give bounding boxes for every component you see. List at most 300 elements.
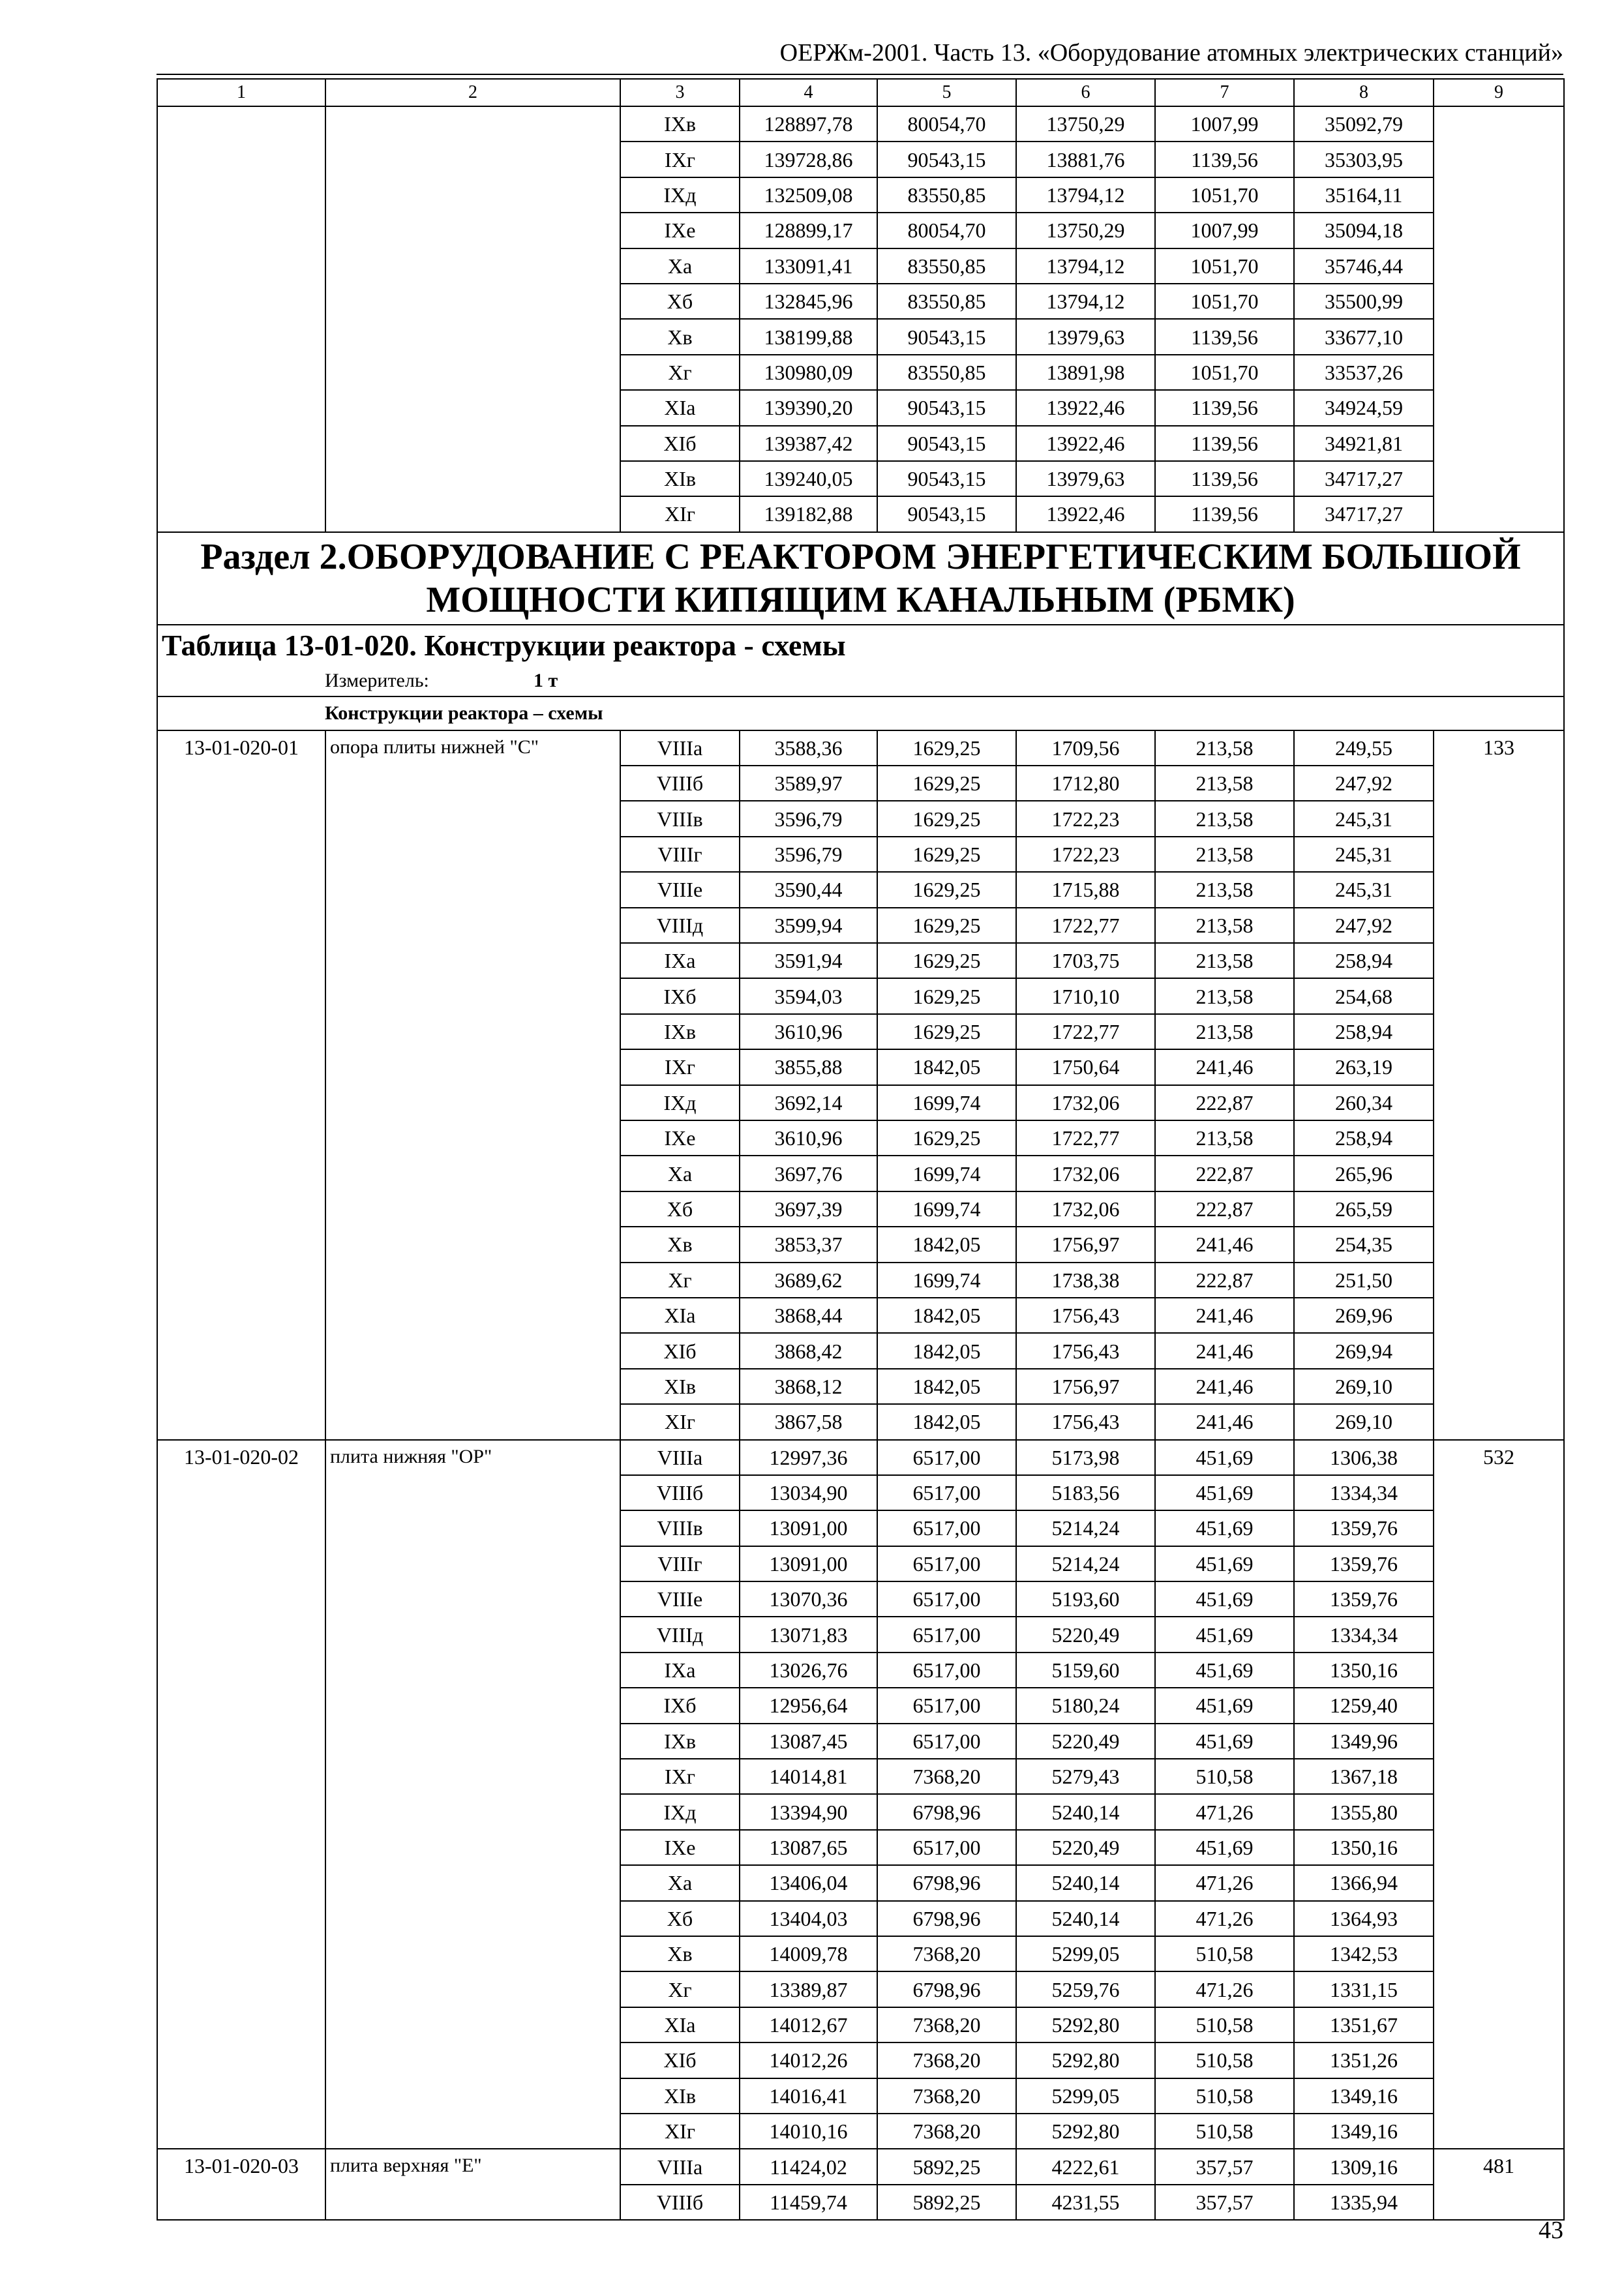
value-cell: 213,58	[1155, 978, 1294, 1013]
zone-cell: XIв	[620, 461, 740, 496]
value-cell: 13394,90	[740, 1794, 877, 1829]
value-cell: 1331,15	[1294, 1971, 1434, 2007]
value-cell: 213,58	[1155, 872, 1294, 907]
value-cell: 34717,27	[1294, 461, 1434, 496]
col9-cell	[1434, 106, 1564, 532]
value-cell: 5240,14	[1016, 1794, 1155, 1829]
value-cell: 1139,56	[1155, 496, 1294, 531]
value-cell: 14012,67	[740, 2007, 877, 2042]
zone-cell: VIIIб	[620, 1475, 740, 1510]
value-cell: 1139,56	[1155, 319, 1294, 354]
value-cell: 7368,20	[877, 1759, 1016, 1794]
value-cell: 213,58	[1155, 1014, 1294, 1049]
value-cell: 451,69	[1155, 1475, 1294, 1510]
value-cell: 213,58	[1155, 801, 1294, 836]
value-cell: 35094,18	[1294, 213, 1434, 248]
value-cell: 5240,14	[1016, 1865, 1155, 1900]
value-cell: 258,94	[1294, 1014, 1434, 1049]
zone-cell: VIIIд	[620, 908, 740, 943]
zone-cell: IXб	[620, 978, 740, 1013]
value-cell: 260,34	[1294, 1085, 1434, 1120]
value-cell: 1349,96	[1294, 1724, 1434, 1759]
item-col9: 532	[1434, 1440, 1564, 2149]
value-cell: 269,10	[1294, 1369, 1434, 1404]
zone-cell: IXг	[620, 1049, 740, 1085]
value-cell: 1699,74	[877, 1156, 1016, 1191]
value-cell: 258,94	[1294, 1120, 1434, 1156]
value-cell: 7368,20	[877, 2042, 1016, 2078]
zone-cell: VIIIд	[620, 1617, 740, 1652]
column-number: 6	[1016, 79, 1155, 106]
meter-label: Измеритель:	[325, 669, 429, 691]
value-cell: 510,58	[1155, 2114, 1294, 2149]
value-cell: 1709,56	[1016, 730, 1155, 766]
value-cell: 1051,70	[1155, 355, 1294, 390]
value-cell: 5220,49	[1016, 1724, 1155, 1759]
value-cell: 83550,85	[877, 355, 1016, 390]
value-cell: 249,55	[1294, 730, 1434, 766]
value-cell: 90543,15	[877, 142, 1016, 177]
value-cell: 1259,40	[1294, 1688, 1434, 1723]
value-cell: 3697,76	[740, 1156, 877, 1191]
value-cell: 5220,49	[1016, 1830, 1155, 1865]
value-cell: 35164,11	[1294, 177, 1434, 213]
zone-cell: IXа	[620, 1653, 740, 1688]
value-cell: 14012,26	[740, 2042, 877, 2078]
value-cell: 1750,64	[1016, 1049, 1155, 1085]
value-cell: 471,26	[1155, 1901, 1294, 1936]
value-cell: 1842,05	[877, 1227, 1016, 1262]
zone-cell: VIIIб	[620, 2185, 740, 2220]
zone-cell: XIв	[620, 2078, 740, 2114]
value-cell: 254,35	[1294, 1227, 1434, 1262]
item-col9: 481	[1434, 2149, 1564, 2220]
value-cell: 3610,96	[740, 1014, 877, 1049]
value-cell: 1842,05	[877, 1049, 1016, 1085]
value-cell: 1629,25	[877, 978, 1016, 1013]
value-cell: 5220,49	[1016, 1617, 1155, 1652]
value-cell: 14016,41	[740, 2078, 877, 2114]
value-cell: 13750,29	[1016, 213, 1155, 248]
table-row	[157, 1440, 1564, 1475]
value-cell: 6798,96	[877, 1865, 1016, 1900]
value-cell: 357,57	[1155, 2185, 1294, 2220]
value-cell: 90543,15	[877, 426, 1016, 461]
value-cell: 3868,12	[740, 1369, 877, 1404]
zone-cell: IXб	[620, 1688, 740, 1723]
value-cell: 1335,94	[1294, 2185, 1434, 2220]
value-cell: 1351,26	[1294, 2042, 1434, 2078]
value-cell: 1351,67	[1294, 2007, 1434, 2042]
value-cell: 213,58	[1155, 730, 1294, 766]
value-cell: 139182,88	[740, 496, 877, 531]
value-cell: 213,58	[1155, 1120, 1294, 1156]
meter-value: 1 т	[534, 669, 558, 691]
value-cell: 13406,04	[740, 1865, 877, 1900]
value-cell: 5292,80	[1016, 2007, 1155, 2042]
value-cell: 13979,63	[1016, 319, 1155, 354]
value-cell: 1349,16	[1294, 2078, 1434, 2114]
value-cell: 3596,79	[740, 837, 877, 872]
column-numbers-row	[157, 79, 1564, 106]
value-cell: 241,46	[1155, 1298, 1294, 1333]
value-cell: 80054,70	[877, 213, 1016, 248]
value-cell: 1139,56	[1155, 390, 1294, 425]
value-cell: 1722,23	[1016, 837, 1155, 872]
value-cell: 3853,37	[740, 1227, 877, 1262]
value-cell: 1756,43	[1016, 1298, 1155, 1333]
value-cell: 11459,74	[740, 2185, 877, 2220]
value-cell: 241,46	[1155, 1333, 1294, 1368]
zone-cell: VIIIг	[620, 1546, 740, 1581]
value-cell: 1309,16	[1294, 2149, 1434, 2184]
value-cell: 12997,36	[740, 1440, 877, 1475]
value-cell: 138199,88	[740, 319, 877, 354]
zone-cell: XIб	[620, 1333, 740, 1368]
table-title-row	[157, 625, 1564, 666]
value-cell: 13794,12	[1016, 284, 1155, 319]
subtitle-cell	[157, 696, 1564, 730]
code-cell	[157, 106, 325, 532]
value-cell: 6517,00	[877, 1581, 1016, 1617]
value-cell: 13891,98	[1016, 355, 1155, 390]
value-cell: 1699,74	[877, 1085, 1016, 1120]
table-row	[157, 730, 1564, 766]
value-cell: 3692,14	[740, 1085, 877, 1120]
value-cell: 5193,60	[1016, 1581, 1155, 1617]
value-cell: 1703,75	[1016, 943, 1155, 978]
value-cell: 1722,23	[1016, 801, 1155, 836]
value-cell: 5214,24	[1016, 1510, 1155, 1546]
value-cell: 3589,97	[740, 766, 877, 801]
zone-cell: XIг	[620, 496, 740, 531]
value-cell: 139728,86	[740, 142, 877, 177]
value-cell: 83550,85	[877, 248, 1016, 284]
value-cell: 13389,87	[740, 1971, 877, 2007]
value-cell: 5240,14	[1016, 1901, 1155, 1936]
subtitle-row	[157, 696, 1564, 730]
zone-cell: IXв	[620, 1014, 740, 1049]
zone-cell: VIIIе	[620, 1581, 740, 1617]
page-number: 43	[1539, 2217, 1563, 2244]
value-cell: 83550,85	[877, 284, 1016, 319]
value-cell: 1629,25	[877, 872, 1016, 907]
item-name: плита нижняя "ОР"	[325, 1440, 620, 2149]
value-cell: 13087,45	[740, 1724, 877, 1759]
header-rule	[157, 74, 1563, 75]
value-cell: 13026,76	[740, 1653, 877, 1688]
value-cell: 241,46	[1155, 1227, 1294, 1262]
value-cell: 83550,85	[877, 177, 1016, 213]
value-cell: 5292,80	[1016, 2042, 1155, 2078]
value-cell: 1051,70	[1155, 177, 1294, 213]
value-cell: 1359,76	[1294, 1581, 1434, 1617]
value-cell: 1364,93	[1294, 1901, 1434, 1936]
value-cell: 33537,26	[1294, 355, 1434, 390]
value-cell: 6798,96	[877, 1901, 1016, 1936]
value-cell: 222,87	[1155, 1191, 1294, 1227]
value-cell: 132509,08	[740, 177, 877, 213]
value-cell: 6517,00	[877, 1653, 1016, 1688]
value-cell: 1051,70	[1155, 248, 1294, 284]
value-cell: 3868,42	[740, 1333, 877, 1368]
value-cell: 7368,20	[877, 2078, 1016, 2114]
value-cell: 222,87	[1155, 1263, 1294, 1298]
zone-cell: IXд	[620, 1794, 740, 1829]
value-cell: 13922,46	[1016, 390, 1155, 425]
value-cell: 6517,00	[877, 1440, 1016, 1475]
zone-cell: Xа	[620, 248, 740, 284]
value-cell: 471,26	[1155, 1865, 1294, 1900]
value-cell: 1629,25	[877, 766, 1016, 801]
zone-cell: IXг	[620, 1759, 740, 1794]
value-cell: 4231,55	[1016, 2185, 1155, 2220]
value-cell: 5299,05	[1016, 1936, 1155, 1971]
value-cell: 14010,16	[740, 2114, 877, 2149]
zone-cell: XIб	[620, 426, 740, 461]
value-cell: 33677,10	[1294, 319, 1434, 354]
zone-cell: Xв	[620, 319, 740, 354]
zone-cell: XIб	[620, 2042, 740, 2078]
zone-cell: VIIIг	[620, 837, 740, 872]
zone-cell: IXг	[620, 142, 740, 177]
value-cell: 34717,27	[1294, 496, 1434, 531]
value-cell: 510,58	[1155, 2007, 1294, 2042]
value-cell: 5183,56	[1016, 1475, 1155, 1510]
value-cell: 1715,88	[1016, 872, 1155, 907]
value-cell: 34921,81	[1294, 426, 1434, 461]
value-cell: 1629,25	[877, 908, 1016, 943]
value-cell: 1712,80	[1016, 766, 1155, 801]
column-number: 3	[620, 79, 740, 106]
value-cell: 1738,38	[1016, 1263, 1155, 1298]
value-cell: 35303,95	[1294, 142, 1434, 177]
value-cell: 3596,79	[740, 801, 877, 836]
zone-cell: Xг	[620, 1263, 740, 1298]
value-cell: 3588,36	[740, 730, 877, 766]
value-cell: 5173,98	[1016, 1440, 1155, 1475]
column-number: 9	[1434, 79, 1564, 106]
zone-cell: XIа	[620, 390, 740, 425]
value-cell: 1756,43	[1016, 1333, 1155, 1368]
zone-cell: IXа	[620, 943, 740, 978]
table-title: Таблица 13-01-020. Конструкции реактора - схемы	[157, 625, 1564, 666]
value-cell: 1722,77	[1016, 908, 1155, 943]
value-cell: 5279,43	[1016, 1759, 1155, 1794]
value-cell: 6517,00	[877, 1724, 1016, 1759]
value-cell: 265,59	[1294, 1191, 1434, 1227]
meter-cell	[157, 666, 1564, 696]
value-cell: 471,26	[1155, 1971, 1294, 2007]
column-number: 4	[740, 79, 877, 106]
value-cell: 1699,74	[877, 1191, 1016, 1227]
rates-table	[157, 78, 1565, 2221]
zone-cell: XIг	[620, 1404, 740, 1439]
value-cell: 5259,76	[1016, 1971, 1155, 2007]
value-cell: 471,26	[1155, 1794, 1294, 1829]
zone-cell: Xб	[620, 284, 740, 319]
value-cell: 13979,63	[1016, 461, 1155, 496]
value-cell: 1842,05	[877, 1298, 1016, 1333]
value-cell: 139390,20	[740, 390, 877, 425]
value-cell: 510,58	[1155, 2042, 1294, 2078]
value-cell: 1756,97	[1016, 1369, 1155, 1404]
value-cell: 265,96	[1294, 1156, 1434, 1191]
value-cell: 132845,96	[740, 284, 877, 319]
value-cell: 6798,96	[877, 1971, 1016, 2007]
value-cell: 6517,00	[877, 1688, 1016, 1723]
value-cell: 1139,56	[1155, 461, 1294, 496]
value-cell: 3868,44	[740, 1298, 877, 1333]
value-cell: 35746,44	[1294, 248, 1434, 284]
value-cell: 241,46	[1155, 1404, 1294, 1439]
zone-cell: Xа	[620, 1156, 740, 1191]
value-cell: 1306,38	[1294, 1440, 1434, 1475]
value-cell: 245,31	[1294, 801, 1434, 836]
section-title: Раздел 2.ОБОРУДОВАНИЕ С РЕАКТОРОМ ЭНЕРГЕТИЧЕСКИМ БОЛЬШОЙ МОЩНОСТИ КИПЯЩИМ КАНАЛЬНЫМ (РБМК)	[157, 532, 1564, 625]
value-cell: 13087,65	[740, 1830, 877, 1865]
column-number: 8	[1294, 79, 1434, 106]
value-cell: 13071,83	[740, 1617, 877, 1652]
value-cell: 245,31	[1294, 872, 1434, 907]
value-cell: 3610,96	[740, 1120, 877, 1156]
value-cell: 258,94	[1294, 943, 1434, 978]
value-cell: 3855,88	[740, 1049, 877, 1085]
value-cell: 451,69	[1155, 1688, 1294, 1723]
value-cell: 139240,05	[740, 461, 877, 496]
value-cell: 13794,12	[1016, 248, 1155, 284]
zone-cell: IXв	[620, 106, 740, 142]
column-number: 7	[1155, 79, 1294, 106]
value-cell: 3689,62	[740, 1263, 877, 1298]
value-cell: 1629,25	[877, 801, 1016, 836]
value-cell: 1051,70	[1155, 284, 1294, 319]
value-cell: 5299,05	[1016, 2078, 1155, 2114]
value-cell: 1699,74	[877, 1263, 1016, 1298]
value-cell: 130980,09	[740, 355, 877, 390]
value-cell: 1007,99	[1155, 213, 1294, 248]
value-cell: 1842,05	[877, 1369, 1016, 1404]
zone-cell: VIIIб	[620, 766, 740, 801]
value-cell: 1139,56	[1155, 142, 1294, 177]
value-cell: 1350,16	[1294, 1830, 1434, 1865]
value-cell: 11424,02	[740, 2149, 877, 2184]
value-cell: 1342,53	[1294, 1936, 1434, 1971]
item-code: 13-01-020-01	[157, 730, 325, 1440]
value-cell: 1366,94	[1294, 1865, 1434, 1900]
value-cell: 451,69	[1155, 1581, 1294, 1617]
value-cell: 5180,24	[1016, 1688, 1155, 1723]
value-cell: 222,87	[1155, 1085, 1294, 1120]
zone-cell: Xг	[620, 355, 740, 390]
zone-cell: IXд	[620, 1085, 740, 1120]
item-name: плита верхняя "Е"	[325, 2149, 620, 2220]
item-name: опора плиты нижней "С"	[325, 730, 620, 1440]
value-cell: 6517,00	[877, 1617, 1016, 1652]
value-cell: 451,69	[1155, 1724, 1294, 1759]
value-cell: 5214,24	[1016, 1546, 1155, 1581]
value-cell: 213,58	[1155, 943, 1294, 978]
name-cell	[325, 106, 620, 532]
value-cell: 5292,80	[1016, 2114, 1155, 2149]
value-cell: 13034,90	[740, 1475, 877, 1510]
value-cell: 6517,00	[877, 1475, 1016, 1510]
value-cell: 1732,06	[1016, 1085, 1155, 1120]
running-header: ОЕРЖм-2001. Часть 13. «Оборудование атомных электрических станций»	[779, 39, 1563, 67]
table-row	[157, 2149, 1564, 2184]
value-cell: 6517,00	[877, 1546, 1016, 1581]
value-cell: 241,46	[1155, 1049, 1294, 1085]
value-cell: 241,46	[1155, 1369, 1294, 1404]
zone-cell: Xг	[620, 1971, 740, 2007]
zone-cell: IXе	[620, 213, 740, 248]
zone-cell: IXе	[620, 1120, 740, 1156]
value-cell: 14009,78	[740, 1936, 877, 1971]
zone-cell: IXв	[620, 1724, 740, 1759]
value-cell: 1359,76	[1294, 1510, 1434, 1546]
value-cell: 1367,18	[1294, 1759, 1434, 1794]
item-col9: 133	[1434, 730, 1564, 1440]
value-cell: 222,87	[1155, 1156, 1294, 1191]
value-cell: 1842,05	[877, 1404, 1016, 1439]
value-cell: 13404,03	[740, 1901, 877, 1936]
column-number: 2	[325, 79, 620, 106]
value-cell: 3594,03	[740, 978, 877, 1013]
table-subtitle: Конструкции реактора – схемы	[325, 702, 603, 724]
value-cell: 1629,25	[877, 1120, 1016, 1156]
zone-cell: VIIIа	[620, 2149, 740, 2184]
value-cell: 90543,15	[877, 461, 1016, 496]
zone-cell: Xв	[620, 1227, 740, 1262]
zone-cell: XIа	[620, 1298, 740, 1333]
value-cell: 5892,25	[877, 2149, 1016, 2184]
value-cell: 13750,29	[1016, 106, 1155, 142]
value-cell: 13881,76	[1016, 142, 1155, 177]
value-cell: 213,58	[1155, 908, 1294, 943]
value-cell: 13091,00	[740, 1510, 877, 1546]
value-cell: 90543,15	[877, 390, 1016, 425]
value-cell: 1349,16	[1294, 2114, 1434, 2149]
value-cell: 251,50	[1294, 1263, 1434, 1298]
value-cell: 1722,77	[1016, 1014, 1155, 1049]
value-cell: 5159,60	[1016, 1653, 1155, 1688]
zone-cell: VIIIе	[620, 872, 740, 907]
value-cell: 213,58	[1155, 766, 1294, 801]
value-cell: 1334,34	[1294, 1617, 1434, 1652]
value-cell: 128897,78	[740, 106, 877, 142]
value-cell: 128899,17	[740, 213, 877, 248]
value-cell: 3590,44	[740, 872, 877, 907]
value-cell: 510,58	[1155, 1936, 1294, 1971]
value-cell: 7368,20	[877, 2114, 1016, 2149]
value-cell: 1756,43	[1016, 1404, 1155, 1439]
value-cell: 269,94	[1294, 1333, 1434, 1368]
value-cell: 1732,06	[1016, 1191, 1155, 1227]
value-cell: 6517,00	[877, 1830, 1016, 1865]
value-cell: 1842,05	[877, 1333, 1016, 1368]
value-cell: 213,58	[1155, 837, 1294, 872]
value-cell: 451,69	[1155, 1546, 1294, 1581]
value-cell: 6798,96	[877, 1794, 1016, 1829]
value-cell: 3599,94	[740, 908, 877, 943]
value-cell: 269,10	[1294, 1404, 1434, 1439]
value-cell: 1007,99	[1155, 106, 1294, 142]
zone-cell: Xб	[620, 1191, 740, 1227]
value-cell: 1359,76	[1294, 1546, 1434, 1581]
zone-cell: VIIIа	[620, 1440, 740, 1475]
table-row	[157, 106, 1564, 142]
value-cell: 451,69	[1155, 1830, 1294, 1865]
